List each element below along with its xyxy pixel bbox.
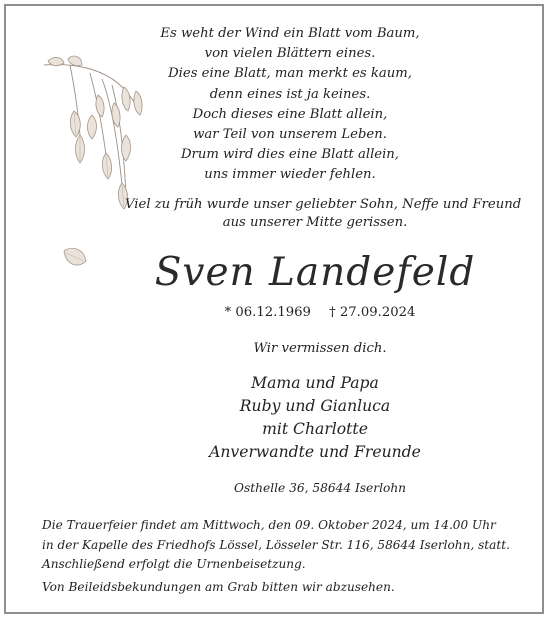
death-date: † 27.09.2024 xyxy=(329,305,416,320)
intro-text xyxy=(125,196,522,232)
mourner-line: mit Charlotte xyxy=(262,420,368,438)
poem xyxy=(150,24,430,186)
mourner-line: Ruby und Gianluca xyxy=(239,397,391,415)
poem-line: Dies eine Blatt, man merkt es kaum, xyxy=(168,66,412,82)
mourner-line: Mama und Papa xyxy=(251,374,379,392)
funeral-info-line: Anschließend erfolgt die Urnenbeisetzung. xyxy=(42,557,306,571)
miss-text: Wir vermissen dich. xyxy=(253,341,387,356)
intro-line: Viel zu früh wurde unser geliebter Sohn, Neffe und Freund xyxy=(125,197,522,212)
mourners-list xyxy=(170,372,460,464)
birth-date: * 06.12.1969 xyxy=(224,305,311,320)
funeral-info xyxy=(42,516,522,597)
life-dates xyxy=(210,304,430,322)
poem-line: Doch dieses eine Blatt allein, xyxy=(192,106,388,122)
poem-line: von vielen Blättern eines. xyxy=(204,46,376,62)
poem-line: Es weht der Wind ein Blatt vom Baum, xyxy=(160,26,420,41)
condolence-note: Von Beileidsbekundungen am Grab bitten wir abzusehen. xyxy=(42,579,395,594)
deceased-name: Sven Landefeld xyxy=(154,250,476,295)
mourner-line: Anverwandte und Freunde xyxy=(209,443,421,461)
poem-line: Drum wird dies eine Blatt allein, xyxy=(180,147,399,163)
funeral-info-line: in der Kapelle des Friedhofs Lössel, Lösseler Str. 116, 58644 Iserlohn, statt. xyxy=(42,537,510,552)
leaf-branch-icon xyxy=(40,55,150,295)
family-address: Osthelle 36, 58644 Iserlohn xyxy=(233,481,407,495)
poem-line: uns immer wieder fehlen. xyxy=(204,167,376,183)
poem-line: denn eines ist ja keines. xyxy=(209,86,371,102)
intro-line: aus unserer Mitte gerissen. xyxy=(222,215,408,230)
poem-line: war Teil von unserem Leben. xyxy=(193,127,387,143)
funeral-info-line: Die Trauerfeier findet am Mittwoch, den 09. Oktober 2024, um 14.00 Uhr xyxy=(42,518,496,532)
